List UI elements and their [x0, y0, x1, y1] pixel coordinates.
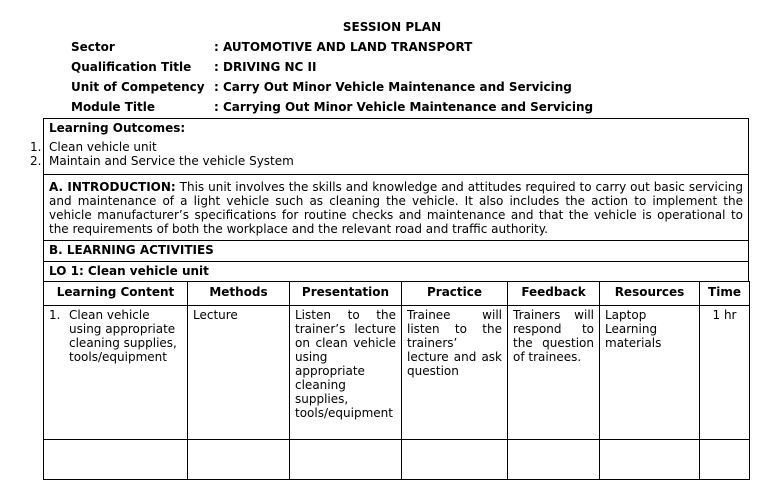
outcome-item: Clean vehicle unit — [49, 140, 157, 154]
divider — [43, 240, 749, 241]
table-cell — [44, 440, 188, 480]
learning-activities-heading: B. LEARNING ACTIVITIES — [49, 243, 214, 257]
learning-content-number: 1. — [49, 308, 61, 322]
introduction-label: A. INTRODUCTION: — [49, 180, 176, 194]
sector-label: Sector — [71, 40, 115, 54]
practice-cell: Trainee will listen to the trainers’ lecture and ask question — [402, 306, 508, 440]
learning-outcomes-heading: Learning Outcomes: — [49, 121, 186, 135]
table-cell — [600, 440, 700, 480]
learning-content-item — [49, 308, 182, 364]
module-title-value: : Carrying Out Minor Vehicle Maintenance and Servicing — [214, 100, 594, 114]
presentation-cell: Listen to the trainer’s lecture on clean vehicle using appropriate cleaning supplies, tools/equipment — [290, 306, 402, 440]
introduction-paragraph — [49, 180, 743, 236]
learning-content-cell — [44, 306, 188, 440]
table-row — [44, 440, 750, 480]
column-header-methods: Methods — [188, 282, 290, 306]
learning-activities-table — [43, 281, 750, 480]
method-cell: Lecture — [188, 306, 290, 440]
column-header-learning-content: Learning Content — [44, 282, 188, 306]
outcome-item: Maintain and Service the vehicle System — [49, 154, 294, 168]
qualification-title-value: : DRIVING NC II — [214, 60, 317, 74]
outcome-number: 2. — [30, 154, 42, 168]
introduction-text: This unit involves the skills and knowledge and attitudes required to carry out basic servicing and maintenance of a light vehicle such as cleaning the vehicle. It also includes the action to implement the vehicle manufacturer’s specifications for routine checks and maintenance and that the vehicle is operational to the requirements of both the workplace and the relevant road and traffic authority. — [49, 180, 743, 236]
table-header-row — [44, 282, 750, 306]
table-row — [44, 306, 750, 440]
table-cell — [700, 440, 750, 480]
outcome-number: 1. — [30, 140, 42, 154]
column-header-practice: Practice — [402, 282, 508, 306]
lo1-heading: LO 1: Clean vehicle unit — [49, 264, 209, 278]
unit-of-competency-label: Unit of Competency — [71, 80, 205, 94]
divider — [43, 118, 749, 119]
unit-of-competency-value: : Carry Out Minor Vehicle Maintenance and Servicing — [214, 80, 572, 94]
qualification-title-label: Qualification Title — [71, 60, 192, 74]
table-cell — [508, 440, 600, 480]
table-cell — [188, 440, 290, 480]
resources-cell: Laptop Learning materials — [600, 306, 700, 440]
feedback-cell: Trainers will respond to the question of trainees. — [508, 306, 600, 440]
document-title: SESSION PLAN — [342, 20, 442, 34]
divider — [43, 174, 749, 175]
sector-value: : AUTOMOTIVE AND LAND TRANSPORT — [214, 40, 473, 54]
divider — [43, 261, 749, 262]
table-cell — [290, 440, 402, 480]
column-header-time: Time — [700, 282, 750, 306]
time-cell: 1 hr — [700, 306, 750, 440]
table-cell — [402, 440, 508, 480]
column-header-resources: Resources — [600, 282, 700, 306]
column-header-feedback: Feedback — [508, 282, 600, 306]
module-title-label: Module Title — [71, 100, 156, 114]
learning-content-text: Clean vehicle using appropriate cleaning supplies, tools/equipment — [69, 308, 177, 364]
column-header-presentation: Presentation — [290, 282, 402, 306]
